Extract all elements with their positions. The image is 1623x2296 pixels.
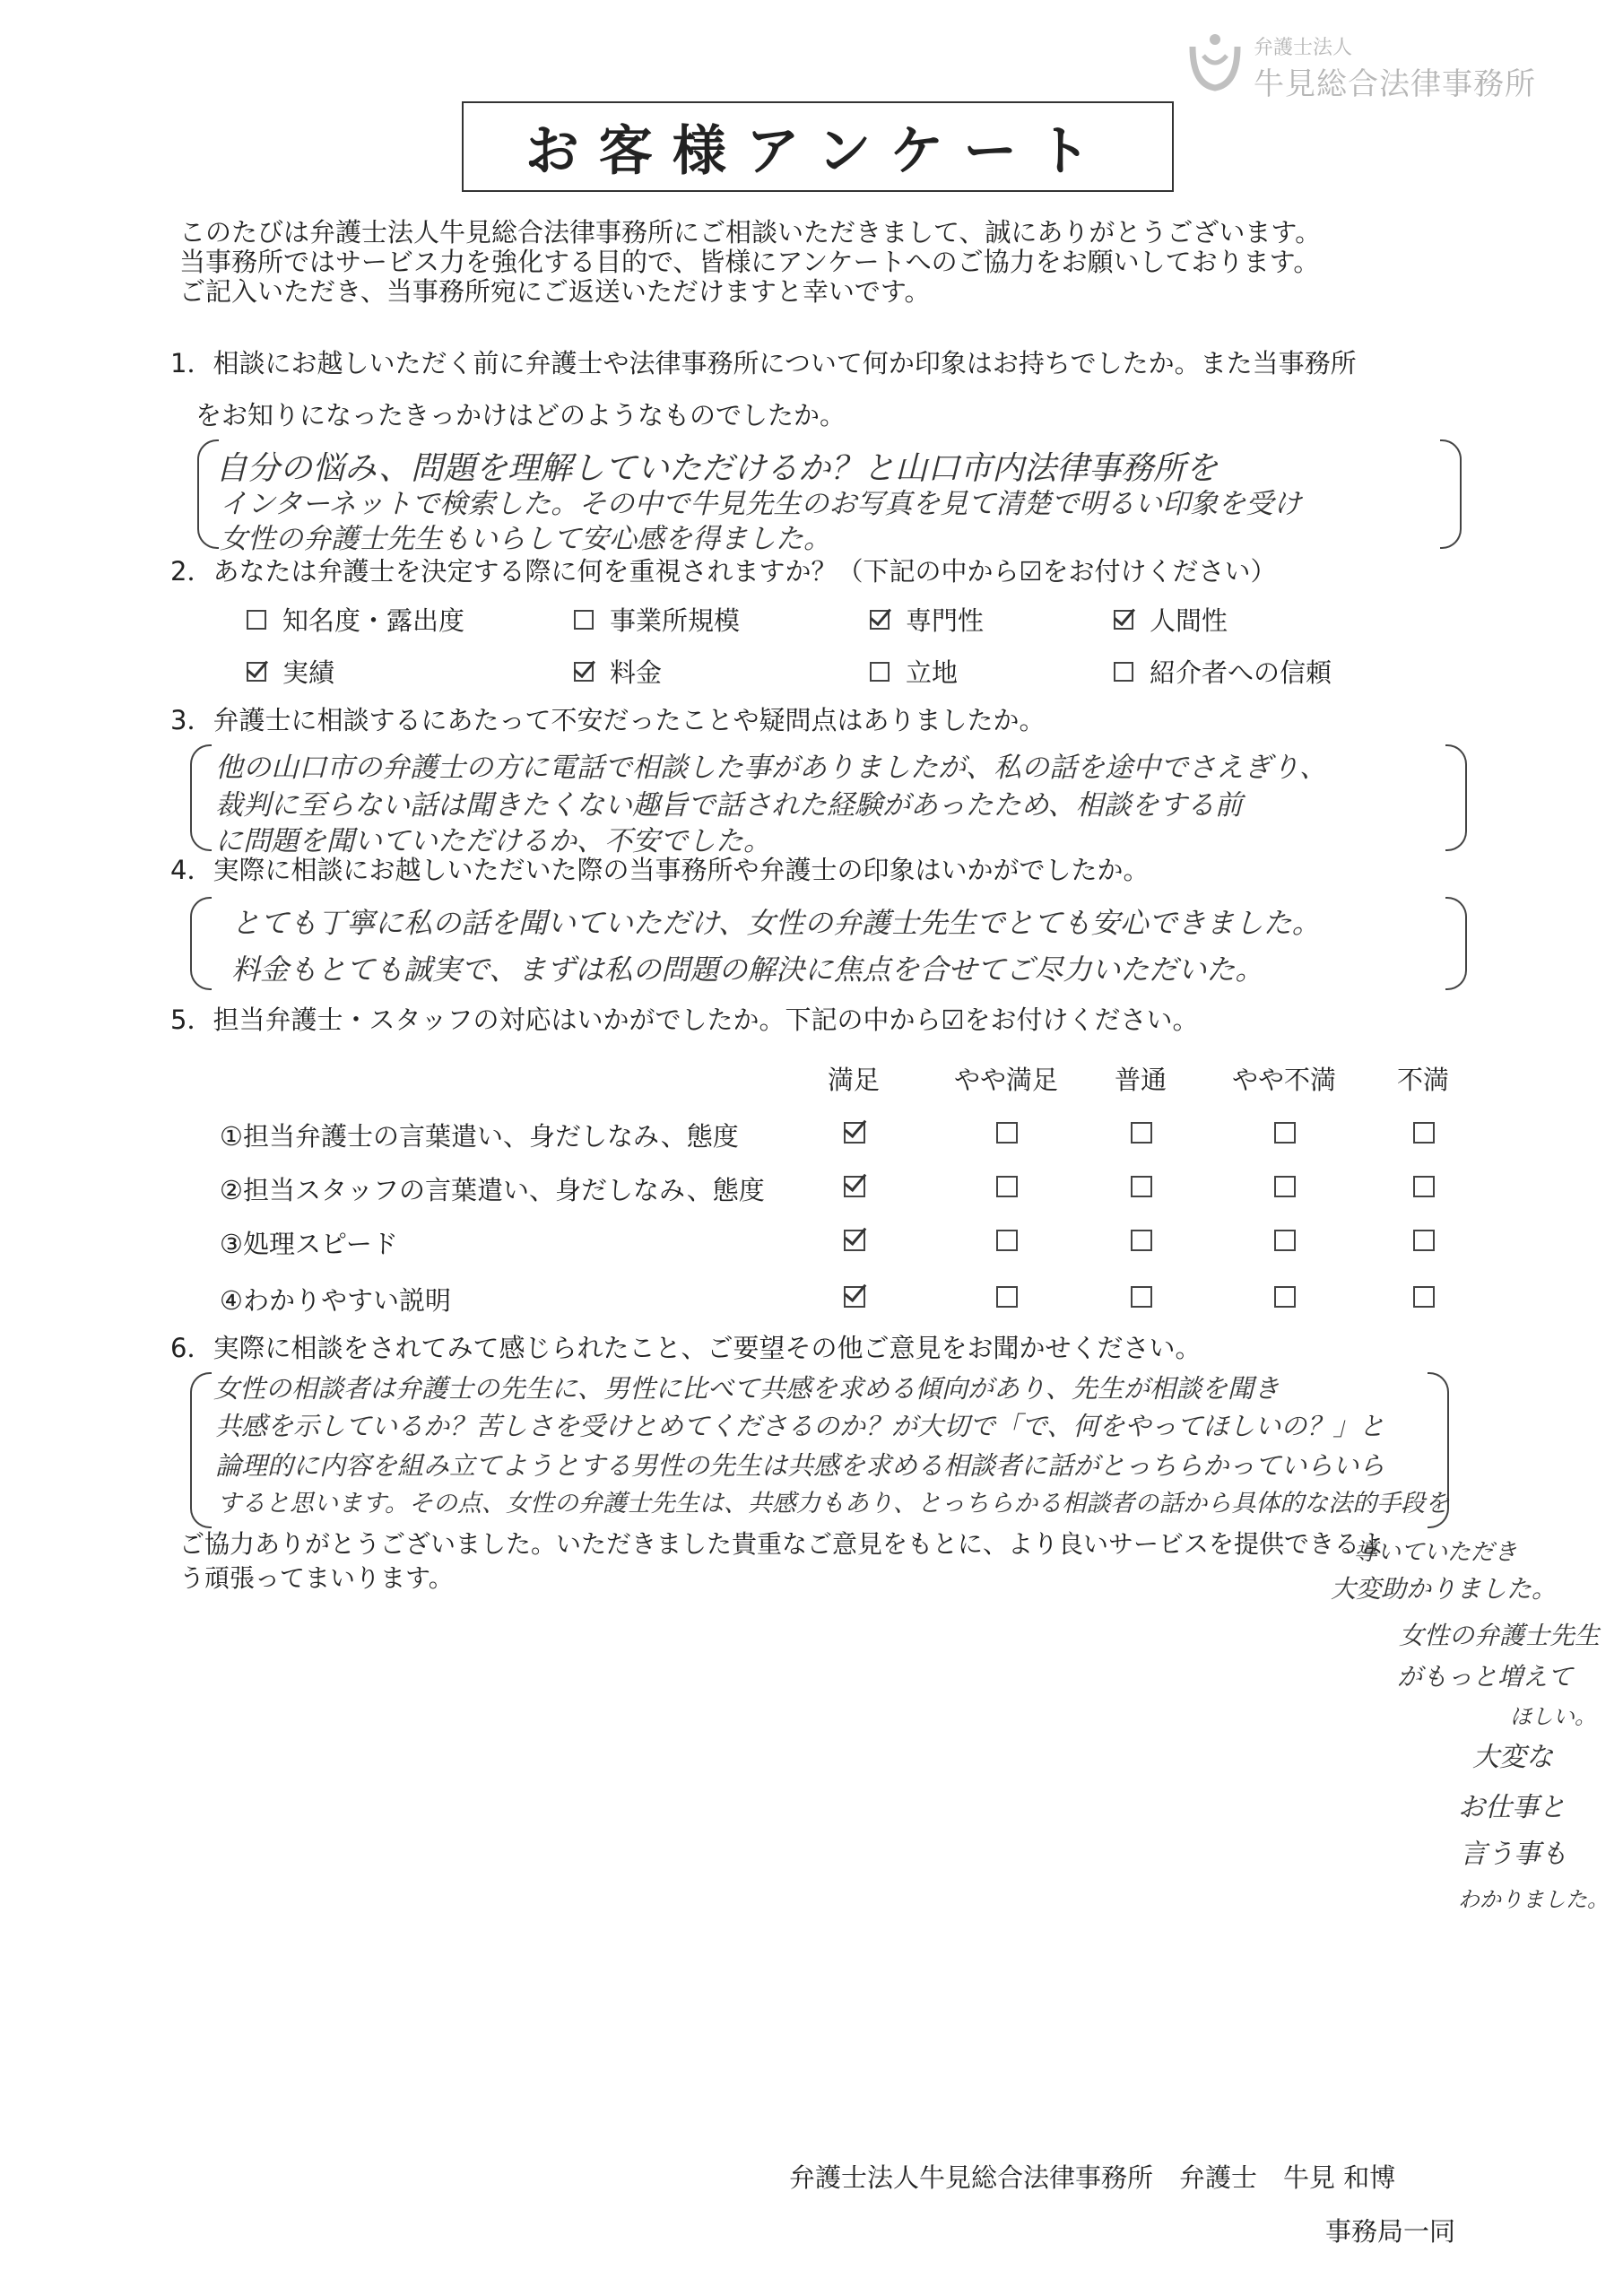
q2-option-label: 立地 xyxy=(906,657,959,688)
q4-answer-line: とても丁寧に私の話を聞いていただけ、女性の弁護士先生でとても安心できました。 xyxy=(231,906,1321,940)
q6-answer-line: すると思います。その点、女性の弁護士先生は、共感力もあり、とっちらかる相談者の話から具体的な法的手段を xyxy=(217,1490,1450,1518)
q5-label: 5．担当弁護士・スタッフの対応はいかがでしたか。下記の中から☑をお付けください。 xyxy=(170,1004,1199,1035)
q2-option-label: 事業所規模 xyxy=(610,605,741,636)
rating-checkbox-icon[interactable] xyxy=(996,1176,1018,1197)
q1-line1: 1．相談にお越しいただく前に弁護士や法律事務所について何か印象はお持ちでしたか。また当事務所 xyxy=(170,348,1357,378)
closing-line: う頑張ってまいります。 xyxy=(179,1563,454,1593)
q2-option-scale[interactable] xyxy=(574,601,740,638)
intro-line: このたびは弁護士法人牛見総合法律事務所にご相談いただきまして、誠にありがとうございます。 xyxy=(179,217,1322,248)
q1-answer-line: インターネットで検索した。その中で牛見先生のお写真を見て清楚で明るい印象を受け xyxy=(220,488,1302,520)
rating-checkbox-icon[interactable] xyxy=(996,1122,1018,1144)
q6-answer-line: 導いていただき xyxy=(1354,1539,1518,1566)
rating-checkbox-icon[interactable] xyxy=(1274,1122,1296,1144)
q2-option-label: 人間性 xyxy=(1150,605,1228,636)
firm-logo-icon xyxy=(1184,29,1246,97)
q3-label: 3．弁護士に相談するにあたって不安だったことや疑問点はありましたか。 xyxy=(170,705,1046,735)
q6-answer-line: 大変な xyxy=(1472,1742,1553,1773)
q4-bracket-left xyxy=(190,897,212,990)
q5-column-header: やや不満 xyxy=(1231,1065,1336,1095)
q6-label: 6．実際に相談をされてみて感じられたこと、ご要望その他ご意見をお聞かせください。 xyxy=(170,1333,1202,1363)
q2-option-fee[interactable] xyxy=(574,653,662,690)
q2-option-location[interactable] xyxy=(870,653,958,690)
q6-answer-line: 論理的に内容を組み立てようとする男性の先生は共感を求める相談者に話がとっちらかっていらいら xyxy=(215,1450,1385,1481)
q2-label: 2．あなたは弁護士を決定する際に何を重視されますか？（下記の中から☑をお付けください） xyxy=(170,556,1277,587)
rating-checkbox-icon[interactable] xyxy=(1131,1176,1152,1197)
q2-option-record[interactable] xyxy=(247,653,334,690)
intro-line: 当事務所ではサービス力を強化する目的で、皆様にアンケートへのご協力をお願いしております。 xyxy=(179,247,1320,277)
footer-staff: 事務局一同 xyxy=(1325,2216,1456,2247)
checkbox-icon[interactable] xyxy=(870,662,890,682)
q2-option-referrer[interactable] xyxy=(1114,653,1332,690)
checkbox-icon[interactable] xyxy=(1114,662,1133,682)
checkbox-checked-icon[interactable] xyxy=(574,662,594,682)
q3-answer-line: 裁判に至らない話は聞きたくない趣旨で話された経験があったため、相談をする前 xyxy=(215,789,1243,822)
q1-bracket-right xyxy=(1440,439,1462,549)
q3-bracket-left xyxy=(190,744,212,851)
q2-option-expertise[interactable] xyxy=(870,601,984,638)
q6-answer-line: お仕事と xyxy=(1458,1792,1566,1823)
rating-checkbox-icon[interactable] xyxy=(996,1230,1018,1251)
q6-answer-line: 大変助かりました。 xyxy=(1331,1574,1558,1604)
intro-text xyxy=(179,218,1321,307)
checkbox-checked-icon[interactable] xyxy=(870,610,890,630)
q1-answer-line: 自分の悩み、問題を理解していただけるか？と山口市内法律事務所を xyxy=(215,450,1219,487)
q5-column-header: やや満足 xyxy=(953,1065,1058,1095)
q2-option-label: 専門性 xyxy=(906,605,985,636)
rating-checkbox-icon[interactable] xyxy=(1413,1230,1435,1251)
q2-option-label: 料金 xyxy=(610,657,663,688)
q6-answer-line: 共感を示しているか？苦しさを受けとめてくださるのか？が大切で「で、何をやってほしいの？」と xyxy=(215,1411,1385,1441)
q4-label: 4．実際に相談にお越しいただいた際の当事務所や弁護士の印象はいかがでしたか。 xyxy=(170,855,1150,885)
rating-checkbox-icon[interactable] xyxy=(1274,1176,1296,1197)
q1-answer-line: 女性の弁護士先生もいらして安心感を得ました。 xyxy=(220,523,831,555)
rating-checkbox-icon[interactable] xyxy=(1131,1230,1152,1251)
q3-answer-line: に問題を聞いていただけるか、不安でした。 xyxy=(215,825,771,857)
checkbox-checked-icon[interactable] xyxy=(247,662,266,682)
q2-option-label: 紹介者への信頼 xyxy=(1150,657,1332,688)
q6-answer-line: 女性の弁護士先生 xyxy=(1399,1621,1601,1650)
q6-answer-line: わかりました。 xyxy=(1458,1887,1609,1912)
q5-row-label: ④わかりやすい説明 xyxy=(220,1285,451,1316)
q4-answer-line: 料金もとても誠実で、まずは私の問題の解決に焦点を合せてご尽力いただいた。 xyxy=(231,952,1264,987)
checkbox-icon[interactable] xyxy=(574,610,594,630)
q5-column-header: 満足 xyxy=(827,1065,880,1095)
q3-bracket-right xyxy=(1445,744,1467,851)
logo-line2: 牛見総合法律事務所 xyxy=(1254,66,1536,102)
firm-logo xyxy=(1184,29,1578,100)
q5-column-header: 不満 xyxy=(1396,1065,1449,1095)
q6-bracket-left xyxy=(190,1372,212,1528)
rating-checkbox-checked-icon[interactable] xyxy=(844,1286,865,1308)
q6-answer-line: ほしい。 xyxy=(1510,1704,1596,1729)
footer-firm: 弁護士法人牛見総合法律事務所 弁護士 牛見 和博 xyxy=(789,2162,1396,2193)
q2-option-awareness[interactable] xyxy=(247,601,464,638)
q5-row-label: ③処理スピード xyxy=(220,1229,398,1259)
q5-row-label: ②担当スタッフの言葉遣い、身だしなみ、態度 xyxy=(220,1175,765,1205)
rating-checkbox-checked-icon[interactable] xyxy=(844,1176,865,1197)
rating-checkbox-icon[interactable] xyxy=(1413,1286,1435,1308)
intro-line: ご記入いただき、当事務所宛にご返送いただけますと幸いです。 xyxy=(179,276,931,307)
q5-column-header: 普通 xyxy=(1114,1065,1167,1095)
q6-answer-line: がもっと増えて xyxy=(1397,1662,1574,1692)
rating-checkbox-icon[interactable] xyxy=(1413,1176,1435,1197)
logo-line1: 弁護士法人 xyxy=(1254,37,1353,59)
q5-row-label: ①担当弁護士の言葉遣い、身だしなみ、態度 xyxy=(220,1121,739,1152)
checkbox-checked-icon[interactable] xyxy=(1114,610,1133,630)
closing-line: ご協力ありがとうございました。いただきました貴重なご意見をもとに、より良いサービスを提供できるよ xyxy=(179,1529,1385,1559)
rating-checkbox-checked-icon[interactable] xyxy=(844,1122,865,1144)
rating-checkbox-icon[interactable] xyxy=(1131,1122,1152,1144)
q3-answer-line: 他の山口市の弁護士の方に電話で相談した事がありましたが、私の話を途中でさえぎり、 xyxy=(215,752,1327,784)
rating-checkbox-icon[interactable] xyxy=(1274,1286,1296,1308)
q6-answer-line: 女性の相談者は弁護士の先生に、男性に比べて共感を求める傾向があり、先生が相談を聞き xyxy=(213,1373,1280,1404)
checkbox-icon[interactable] xyxy=(247,610,266,630)
q2-option-label: 実績 xyxy=(282,657,335,688)
q2-option-label: 知名度・露出度 xyxy=(282,605,465,636)
q6-answer-line: 言う事も xyxy=(1460,1839,1567,1870)
rating-checkbox-checked-icon[interactable] xyxy=(844,1230,865,1251)
rating-checkbox-icon[interactable] xyxy=(1274,1230,1296,1251)
rating-checkbox-icon[interactable] xyxy=(996,1286,1018,1308)
rating-checkbox-icon[interactable] xyxy=(1413,1122,1435,1144)
q4-bracket-right xyxy=(1445,897,1467,990)
q1-line2: をお知りになったきっかけはどのようなものでしたか。 xyxy=(195,400,846,430)
page-title: お客様アンケート xyxy=(462,101,1174,192)
q2-option-character[interactable] xyxy=(1114,601,1228,638)
rating-checkbox-icon[interactable] xyxy=(1131,1286,1152,1308)
